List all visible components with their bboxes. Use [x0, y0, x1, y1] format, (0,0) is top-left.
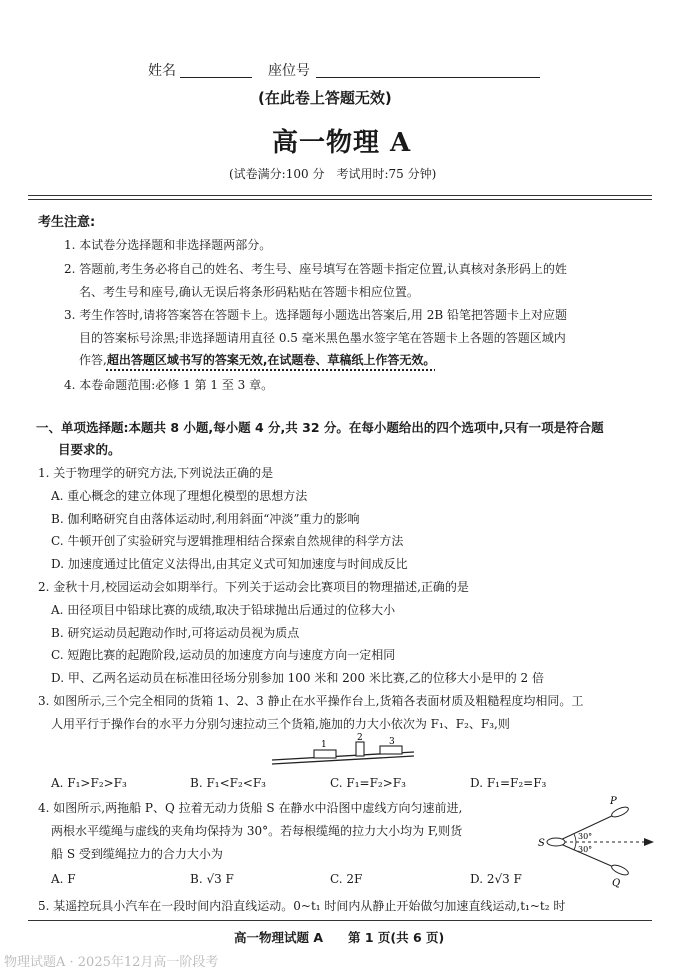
q4-stem-2: 两根水平缆绳与虚线的夹角均保持为 30°。若每根缆绳的拉力大小均为 F,则货	[51, 824, 463, 838]
crate-3	[380, 746, 402, 754]
q2-stem: 2. 金秋十月,校园运动会如期举行。下列关于运动会比赛项目的物理描述,正确的是	[38, 580, 469, 594]
q1-option-a: A. 重心概念的建立体现了理想化模型的思想方法	[51, 489, 308, 503]
crate-1	[314, 750, 336, 758]
angle-arc-bottom	[574, 842, 576, 850]
angle-label-top: 30°	[578, 832, 593, 841]
q2-option-c: C. 短跑比赛的起跑阶段,运动员的加速度方向与速度方向一定相同	[51, 648, 396, 662]
crate-figure	[268, 732, 418, 768]
watermark: 物理试题A · 2025年12月高一阶段考	[4, 955, 219, 970]
label-p: P	[610, 796, 617, 807]
angle-label-bottom: 30°	[578, 845, 593, 854]
q3-stem-1: 3. 如图所示,三个完全相同的货箱 1、2、3 静止在水平操作台上,货箱各表面材质及粗糙程度均相同。工	[38, 694, 584, 708]
seat-blank[interactable]	[316, 77, 540, 78]
notice-item-3-prefix: 作答,	[79, 353, 107, 367]
name-blank[interactable]	[180, 77, 252, 78]
direction-arrow	[644, 838, 654, 846]
q3-option-a: A. F₁>F₂>F₃	[51, 776, 127, 790]
section1-line2: 目要求的。	[58, 442, 121, 457]
q2-option-a: A. 田径项目中铅球比赛的成绩,取决于铅球抛出后通过的位移大小	[51, 603, 396, 617]
q3-option-b: B. F₁<F₂<F₃	[190, 776, 266, 790]
q1-option-b: B. 伽利略研究自由落体运动时,利用斜面“冲淡”重力的影响	[51, 512, 360, 526]
invalid-note: (在此卷上答题无效)	[258, 89, 392, 107]
crate-3-label: 3	[389, 737, 395, 747]
page-footer: 高一物理试题 A 第 1 页(共 6 页)	[234, 930, 445, 945]
q3-option-c: C. F₁=F₂>F₃	[330, 776, 406, 790]
boat-p	[610, 805, 629, 819]
exam-meta: (试卷满分:100 分 考试用时:75 分钟)	[229, 167, 437, 181]
tugboat-figure	[536, 796, 660, 888]
notice-item-3-cont: 目的答案标号涂黑;非选择题请用直径 0.5 毫米黑色墨水签字笔在答题卡上各题的答题区域内	[79, 331, 566, 345]
seat-label: 座位号	[268, 63, 310, 79]
q5-stem: 5. 某遥控玩具小汽车在一段时间内沿直线运动。0~t₁ 时间内从静止开始做匀加速直线运动,t₁~t₂ 时	[38, 899, 566, 913]
q1-option-c: C. 牛顿开创了实验研究与逻辑推理相结合探索自然规律的科学方法	[51, 534, 404, 548]
q4-option-d: D. 2√3 F	[470, 872, 522, 886]
q1-option-d: D. 加速度通过比值定义法得出,由其定义式可知加速度与时间成反比	[51, 557, 408, 571]
q4-option-b: B. √3 F	[190, 872, 234, 886]
section1-line1: 一、单项选择题:本题共 8 小题,每小题 4 分,共 32 分。在每小题给出的四个选项中,只有一项是符合题	[36, 420, 604, 435]
notice-item-3-end	[79, 351, 435, 368]
ship-s	[547, 838, 565, 846]
q2-option-b: B. 研究运动员起跑动作时,可将运动员视为质点	[51, 626, 300, 640]
q4-stem-1: 4. 如图所示,两拖船 P、Q 拉着无动力货船 S 在静水中沿图中虚线方向匀速前进,	[38, 801, 463, 815]
notice-item-2: 2. 答题前,考生务必将自己的姓名、考生号、座号填写在答题卡指定位置,认真核对条形码上的姓	[64, 262, 567, 276]
crate-2-label: 2	[357, 733, 363, 743]
q2-option-d: D. 甲、乙两名运动员在标准田径场分别参加 100 米和 200 米比赛,乙的位移大小是甲的 2 倍	[51, 671, 544, 685]
q4-option-a: A. F	[51, 872, 76, 886]
notice-item-4: 4. 本卷命题范围:必修 1 第 1 至 3 章。	[64, 378, 274, 392]
page-title: 高一物理 A	[272, 128, 412, 158]
boat-q	[610, 863, 629, 877]
q3-stem-2: 人用平行于操作台的水平力分别匀速拉动三个货箱,施加的力大小依次为 F₁、F₂、F₃,则	[51, 717, 510, 731]
notice-item-1: 1. 本试卷分选择题和非选择题两部分。	[64, 238, 272, 252]
notice-heading: 考生注意:	[38, 215, 96, 230]
q3-option-d: D. F₁=F₂=F₃	[470, 776, 547, 790]
label-q: Q	[612, 878, 621, 888]
name-label: 姓名	[148, 63, 176, 79]
label-s: S	[538, 838, 545, 849]
crate-2	[356, 742, 364, 756]
crate-1-label: 1	[321, 740, 327, 750]
notice-warning: 超出答题区域书写的答案无效,在试题卷、草稿纸上作答无效。	[106, 353, 436, 367]
q1-stem: 1. 关于物理学的研究方法,下列说法正确的是	[38, 466, 274, 480]
divider-top-2	[28, 199, 652, 200]
notice-item-2-cont: 名、考生号和座号,确认无误后将条形码粘贴在答题卡相应位置。	[79, 285, 419, 299]
divider-bottom	[28, 920, 652, 921]
angle-arc-top	[574, 834, 576, 842]
q4-stem-3: 船 S 受到缆绳拉力的合力大小为	[51, 847, 223, 861]
q4-option-c: C. 2F	[330, 872, 363, 886]
notice-item-3: 3. 考生作答时,请将答案答在答题卡上。选择题每小题选出答案后,用 2B 铅笔把答题卡上对应题	[64, 308, 567, 322]
table-surface-bottom	[272, 756, 414, 764]
divider-top	[28, 195, 652, 196]
